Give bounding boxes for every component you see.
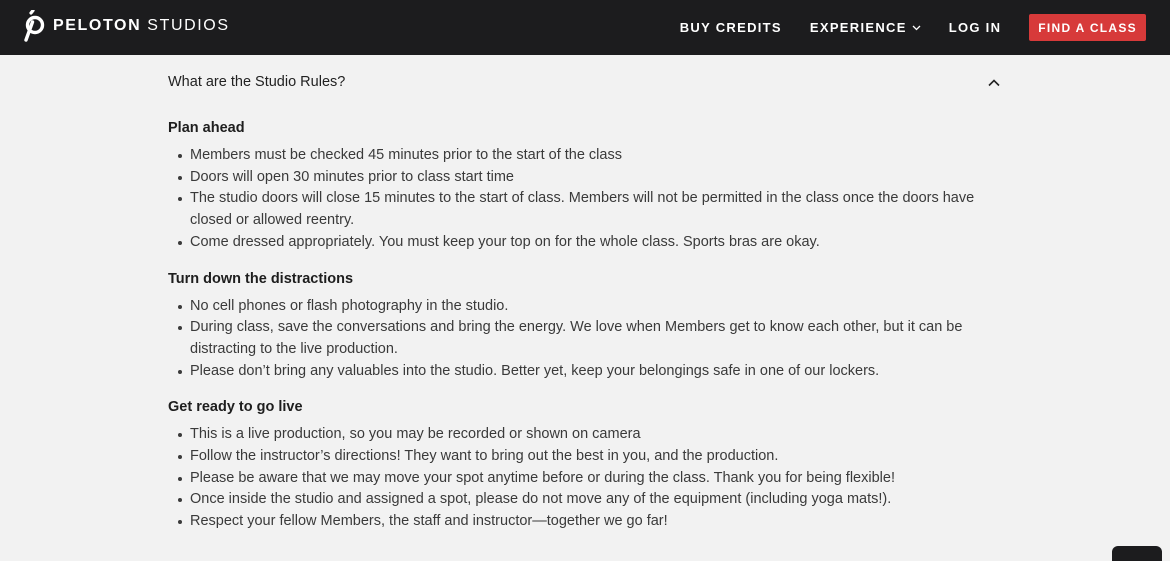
section-heading: Get ready to go live (168, 399, 303, 416)
brand-bold: PELOTON (53, 17, 142, 34)
section-get-ready-to-go-live (168, 396, 1008, 533)
rule-list (168, 296, 1008, 383)
list-item: During class, save the conversations and bring the energy. We love when Members get to know each other, but it can be distracting to the live production. (168, 317, 998, 360)
top-navigation (0, 0, 1170, 55)
section-heading: Turn down the distractions (168, 270, 354, 287)
chevron-up-icon[interactable] (987, 78, 1001, 87)
rule-list (168, 424, 1008, 533)
section-heading: Plan ahead (168, 120, 245, 136)
list-item: This is a live production, so you may be recorded or shown on camera (168, 424, 998, 446)
list-item: Please be aware that we may move your spot anytime before or during the class. Thank you for being flexible! (168, 468, 998, 490)
list-item: Follow the instructor’s directions! They want to bring out the best in you, and the production. (168, 446, 998, 468)
list-item: No cell phones or flash photography in the studio. (168, 296, 998, 318)
faq-panel (168, 55, 1008, 533)
section-turn-down-distractions (168, 268, 1008, 383)
list-item: Please don’t bring any valuables into the studio. Better yet, keep your belongings safe in one of our lockers. (168, 361, 998, 383)
nav-log-in[interactable]: LOG IN (948, 20, 1002, 35)
nav-links (652, 0, 1146, 55)
faq-question: What are the Studio Rules? (168, 74, 346, 90)
peloton-logo-icon (22, 10, 46, 42)
list-item: The studio doors will close 15 minutes to the start of class. Members will not be permitted in the class once the doors have closed or allowed reentry. (168, 188, 998, 231)
list-item: Once inside the studio and assigned a spot, please do not move any of the equipment (including yoga mats!). (168, 489, 998, 511)
brand-light: STUDIOS (147, 17, 230, 34)
list-item: Doors will open 30 minutes prior to class start time (168, 167, 998, 189)
list-item: Respect your fellow Members, the staff and instructor—together we go far! (168, 511, 998, 533)
brand-logo[interactable] (22, 9, 230, 43)
list-item: Members must be checked 45 minutes prior to the start of the class (168, 145, 998, 167)
faq-question-toggle[interactable] (168, 55, 1008, 109)
chevron-down-icon (912, 25, 921, 31)
nav-buy-credits[interactable]: BUY CREDITS (679, 20, 782, 35)
chat-widget-button[interactable] (1112, 546, 1162, 561)
rule-list (168, 145, 1008, 254)
section-plan-ahead (168, 117, 1008, 254)
find-a-class-button[interactable]: FIND A CLASS (1029, 14, 1146, 41)
brand-name (53, 17, 230, 35)
list-item: Come dressed appropriately. You must keep your top on for the whole class. Sports bras are okay. (168, 232, 998, 254)
nav-experience-label: EXPERIENCE (809, 20, 907, 35)
nav-experience[interactable] (810, 20, 921, 35)
